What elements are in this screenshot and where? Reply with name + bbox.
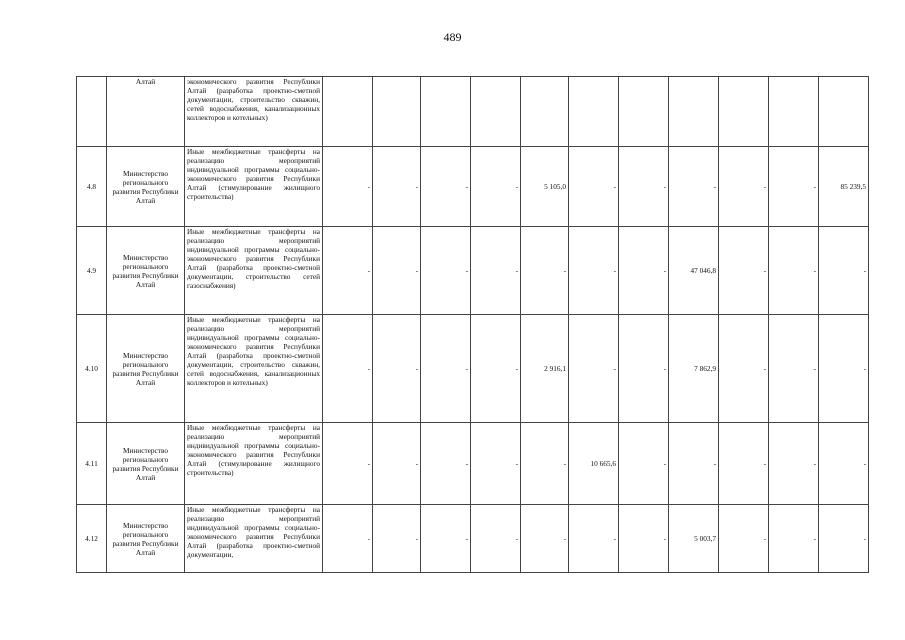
amount-cell: - (323, 227, 373, 315)
description-cell: Иные межбюджетные трансферты на реализацию мероприятий индивидуальной программы социально-экономического развития Республики Алтай (разработка проектно-сметной документации, (185, 505, 323, 573)
amount-cell: - (719, 505, 769, 573)
page-number: 489 (443, 30, 462, 44)
row-number-cell: 4.10 (77, 315, 107, 423)
amount-cell: - (769, 505, 819, 573)
organization-cell: Министерство регионального развития Республики Алтай (107, 227, 185, 315)
amount-cell: - (569, 315, 619, 423)
amount-cell: - (421, 423, 471, 505)
amount-cell (719, 77, 769, 147)
amount-cell: - (521, 227, 569, 315)
amount-cell: - (619, 423, 669, 505)
amount-cell (769, 77, 819, 147)
amount-cell: - (819, 227, 869, 315)
amount-cell: - (323, 315, 373, 423)
organization-cell: Министерство регионального развития Республики Алтай (107, 315, 185, 423)
amount-cell: - (471, 423, 521, 505)
budget-table (76, 76, 869, 573)
amount-cell: - (619, 505, 669, 573)
amount-cell: - (619, 315, 669, 423)
amount-cell: - (669, 147, 719, 227)
amount-cell: - (373, 147, 421, 227)
amount-cell (669, 77, 719, 147)
amount-cell: - (569, 227, 619, 315)
amount-cell (373, 77, 421, 147)
amount-cell: 10 665,6 (569, 423, 619, 505)
amount-cell: - (373, 315, 421, 423)
amount-cell: - (471, 227, 521, 315)
amount-cell: - (471, 315, 521, 423)
amount-cell (323, 77, 373, 147)
row-number-cell (77, 77, 107, 147)
amount-cell: - (719, 227, 769, 315)
amount-cell (819, 77, 869, 147)
description-cell: Иные межбюджетные трансферты на реализацию мероприятий индивидуальной программы социально-экономического развития Республики Алтай (разработка проектно-сметной документации, строительство сетей газоснабжения) (185, 227, 323, 315)
amount-cell (619, 77, 669, 147)
amount-cell: - (373, 505, 421, 573)
table-row (77, 227, 869, 315)
amount-cell: - (769, 315, 819, 423)
amount-cell: 2 916,1 (521, 315, 569, 423)
amount-cell: - (619, 227, 669, 315)
amount-cell: - (471, 147, 521, 227)
amount-cell: - (819, 505, 869, 573)
description-cell: Иные межбюджетные трансферты на реализацию мероприятий индивидуальной программы социально-экономического развития Республики Алтай (стимулирование жилищного строительства) (185, 423, 323, 505)
row-number-cell: 4.11 (77, 423, 107, 505)
amount-cell: - (323, 147, 373, 227)
table-row (77, 423, 869, 505)
amount-cell: - (769, 147, 819, 227)
organization-cell: Министерство регионального развития Республики Алтай (107, 505, 185, 573)
amount-cell: 47 046,8 (669, 227, 719, 315)
amount-cell: - (819, 423, 869, 505)
amount-cell: - (421, 147, 471, 227)
amount-cell (569, 77, 619, 147)
amount-cell: - (323, 505, 373, 573)
amount-cell: 5 003,7 (669, 505, 719, 573)
table-body (77, 77, 869, 573)
amount-cell: - (373, 423, 421, 505)
organization-cell: Алтай (107, 77, 185, 147)
description-cell: Иные межбюджетные трансферты на реализацию мероприятий индивидуальной программы социально-экономического развития Республики Алтай (стимулирование жилищного строительства) (185, 147, 323, 227)
description-cell: Иные межбюджетные трансферты на реализацию мероприятий индивидуальной программы социально-экономического развития Республики Алтай (разработка проектно-сметной документации, строительство скважин, сетей водоснабжения, канализационных коллекторов и котельных) (185, 315, 323, 423)
amount-cell: - (521, 505, 569, 573)
table-row (77, 147, 869, 227)
amount-cell: - (421, 315, 471, 423)
amount-cell: - (669, 423, 719, 505)
amount-cell: - (521, 423, 569, 505)
organization-cell: Министерство регионального развития Республики Алтай (107, 423, 185, 505)
amount-cell: - (569, 505, 619, 573)
amount-cell: - (373, 227, 421, 315)
row-number-cell: 4.8 (77, 147, 107, 227)
description-cell: экономического развития Республики Алтай (разработка проектно-сметной документации, строительство скважин, сетей водоснабжения, канализационных коллекторов и котельных) (185, 77, 323, 147)
amount-cell: 85 239,5 (819, 147, 869, 227)
amount-cell (421, 77, 471, 147)
amount-cell: 5 105,0 (521, 147, 569, 227)
amount-cell: - (719, 147, 769, 227)
amount-cell: - (769, 423, 819, 505)
table-row (77, 505, 869, 573)
amount-cell: - (471, 505, 521, 573)
amount-cell: - (421, 505, 471, 573)
amount-cell: - (323, 423, 373, 505)
organization-cell: Министерство регионального развития Республики Алтай (107, 147, 185, 227)
amount-cell: - (769, 227, 819, 315)
table-row (77, 77, 869, 147)
amount-cell: - (719, 315, 769, 423)
row-number-cell: 4.12 (77, 505, 107, 573)
amount-cell (521, 77, 569, 147)
row-number-cell: 4.9 (77, 227, 107, 315)
amount-cell: 7 862,9 (669, 315, 719, 423)
amount-cell: - (421, 227, 471, 315)
table-row (77, 315, 869, 423)
amount-cell: - (619, 147, 669, 227)
amount-cell (471, 77, 521, 147)
amount-cell: - (569, 147, 619, 227)
amount-cell: - (819, 315, 869, 423)
amount-cell: - (719, 423, 769, 505)
